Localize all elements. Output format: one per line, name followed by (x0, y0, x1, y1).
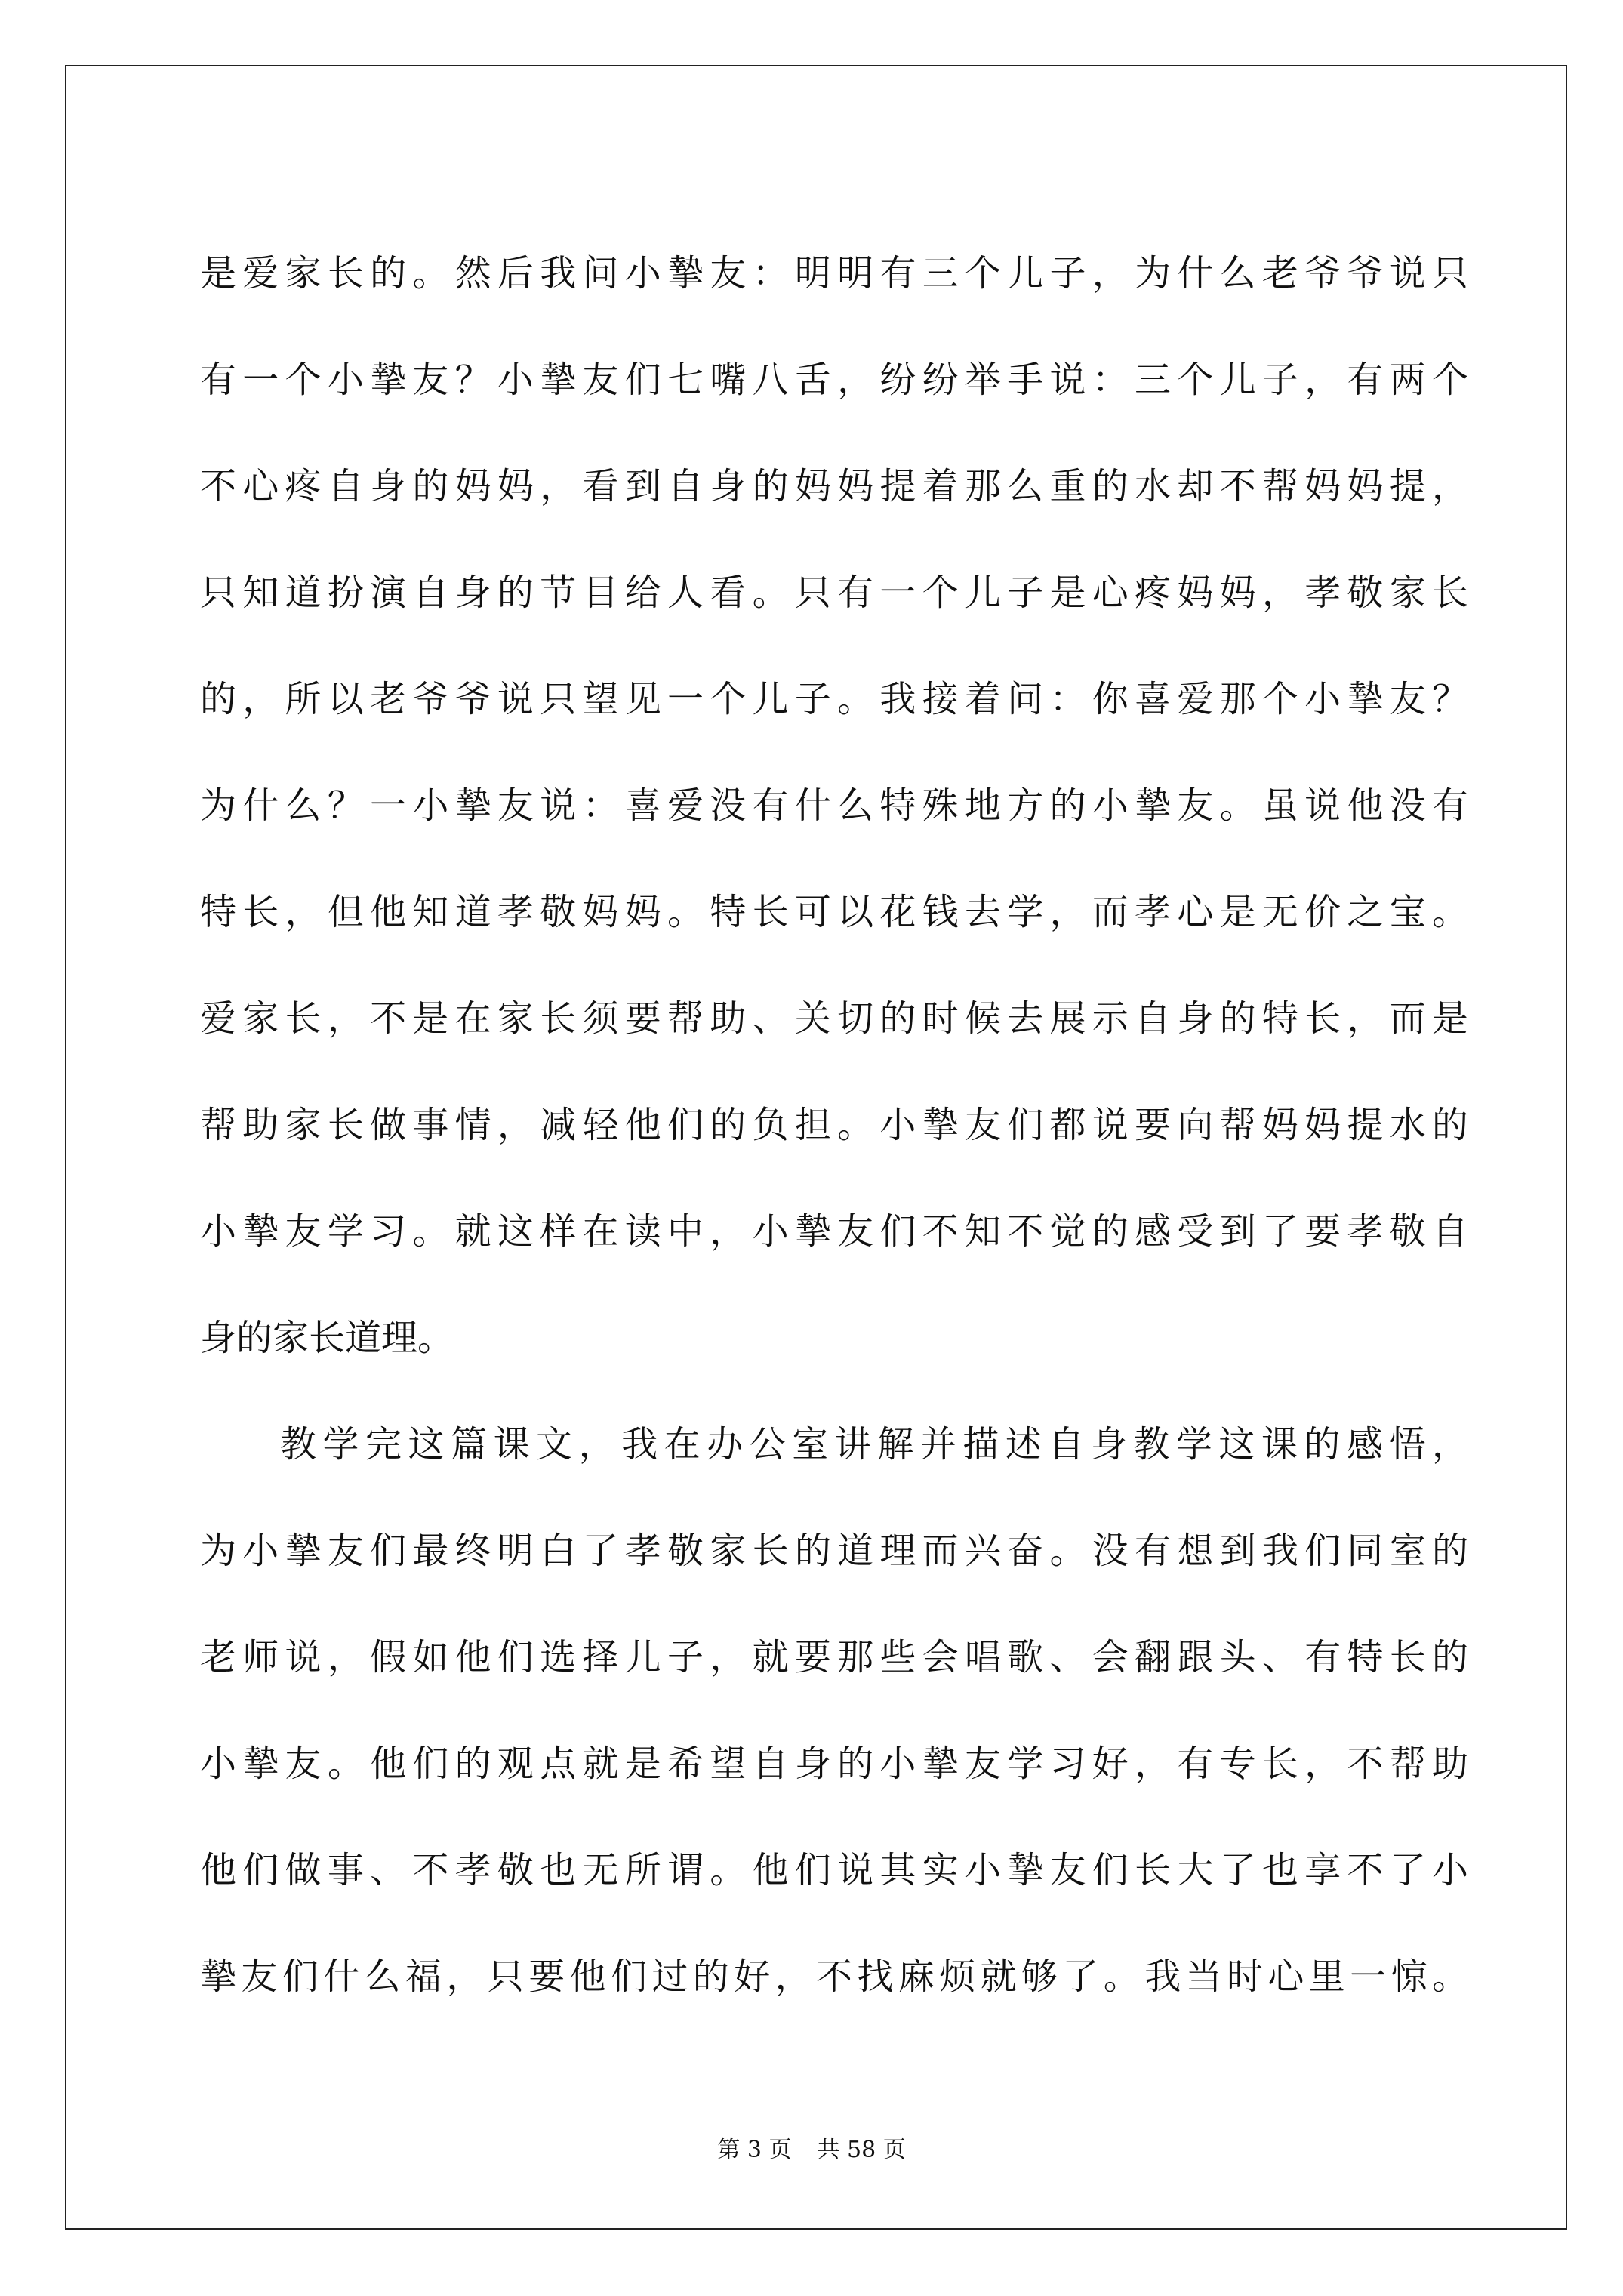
text-line: 帮助家长做事情，减轻他们的负担。小摯友们都说要向帮妈妈提水的 (200, 1104, 1468, 1146)
text-line: 的，所以老爷爷说只望见一个儿子。我接着问：你喜爱那个小摯友？ (200, 678, 1468, 720)
text-line: 小摯友学习。就这样在读中，小摯友们不知不觉的感受到了要孝敬自 (200, 1210, 1468, 1253)
page-number: 第 3 页 (717, 2137, 792, 2163)
text-line: 摯友们什么福，只要他们过的好，不找麻烦就够了。我当时心里一惊。 (200, 1955, 1468, 1998)
text-line: 小摯友。他们的观点就是希望自身的小摯友学习好，有专长，不帮助 (200, 1743, 1468, 1785)
document-body (200, 220, 1468, 2030)
page-footer (0, 2131, 1623, 2164)
page-total: 共 58 页 (817, 2137, 906, 2163)
text-line: 身的家长道理。 (200, 1317, 454, 1359)
text-line: 他们做事、不孝敬也无所谓。他们说其实小摯友们长大了也享不了小 (200, 1849, 1468, 1891)
text-line: 只知道扮演自身的节目给人看。只有一个儿子是心疼妈妈，孝敬家长 (200, 572, 1468, 614)
text-line: 不心疼自身的妈妈，看到自身的妈妈提着那么重的水却不帮妈妈提， (200, 465, 1468, 507)
text-line: 特长，但他知道孝敬妈妈。特长可以花钱去学，而孝心是无价之宝。 (200, 891, 1468, 933)
text-line: 为小摯友们最终明白了孝敬家长的道理而兴奋。没有想到我们同室的 (200, 1530, 1468, 1572)
text-line: 老师说，假如他们选择儿子，就要那些会唱歌、会翻跟头、有特长的 (200, 1636, 1468, 1678)
text-line: 是爱家长的。然后我问小摯友：明明有三个儿子，为什么老爷爷说只 (200, 252, 1468, 294)
text-line: 爱家长，不是在家长须要帮助、关切的时候去展示自身的特长，而是 (200, 997, 1468, 1040)
text-line: 有一个小摯友？小摯友们七嘴八舌，纷纷举手说：三个儿子，有两个 (200, 359, 1468, 401)
text-line: 为什么？一小摯友说：喜爱没有什么特殊地方的小摯友。虽说他没有 (200, 784, 1468, 827)
paragraph-start-line: 教学完这篇课文，我在办公室讲解并描述自身教学这课的感悟， (280, 1423, 1468, 1465)
